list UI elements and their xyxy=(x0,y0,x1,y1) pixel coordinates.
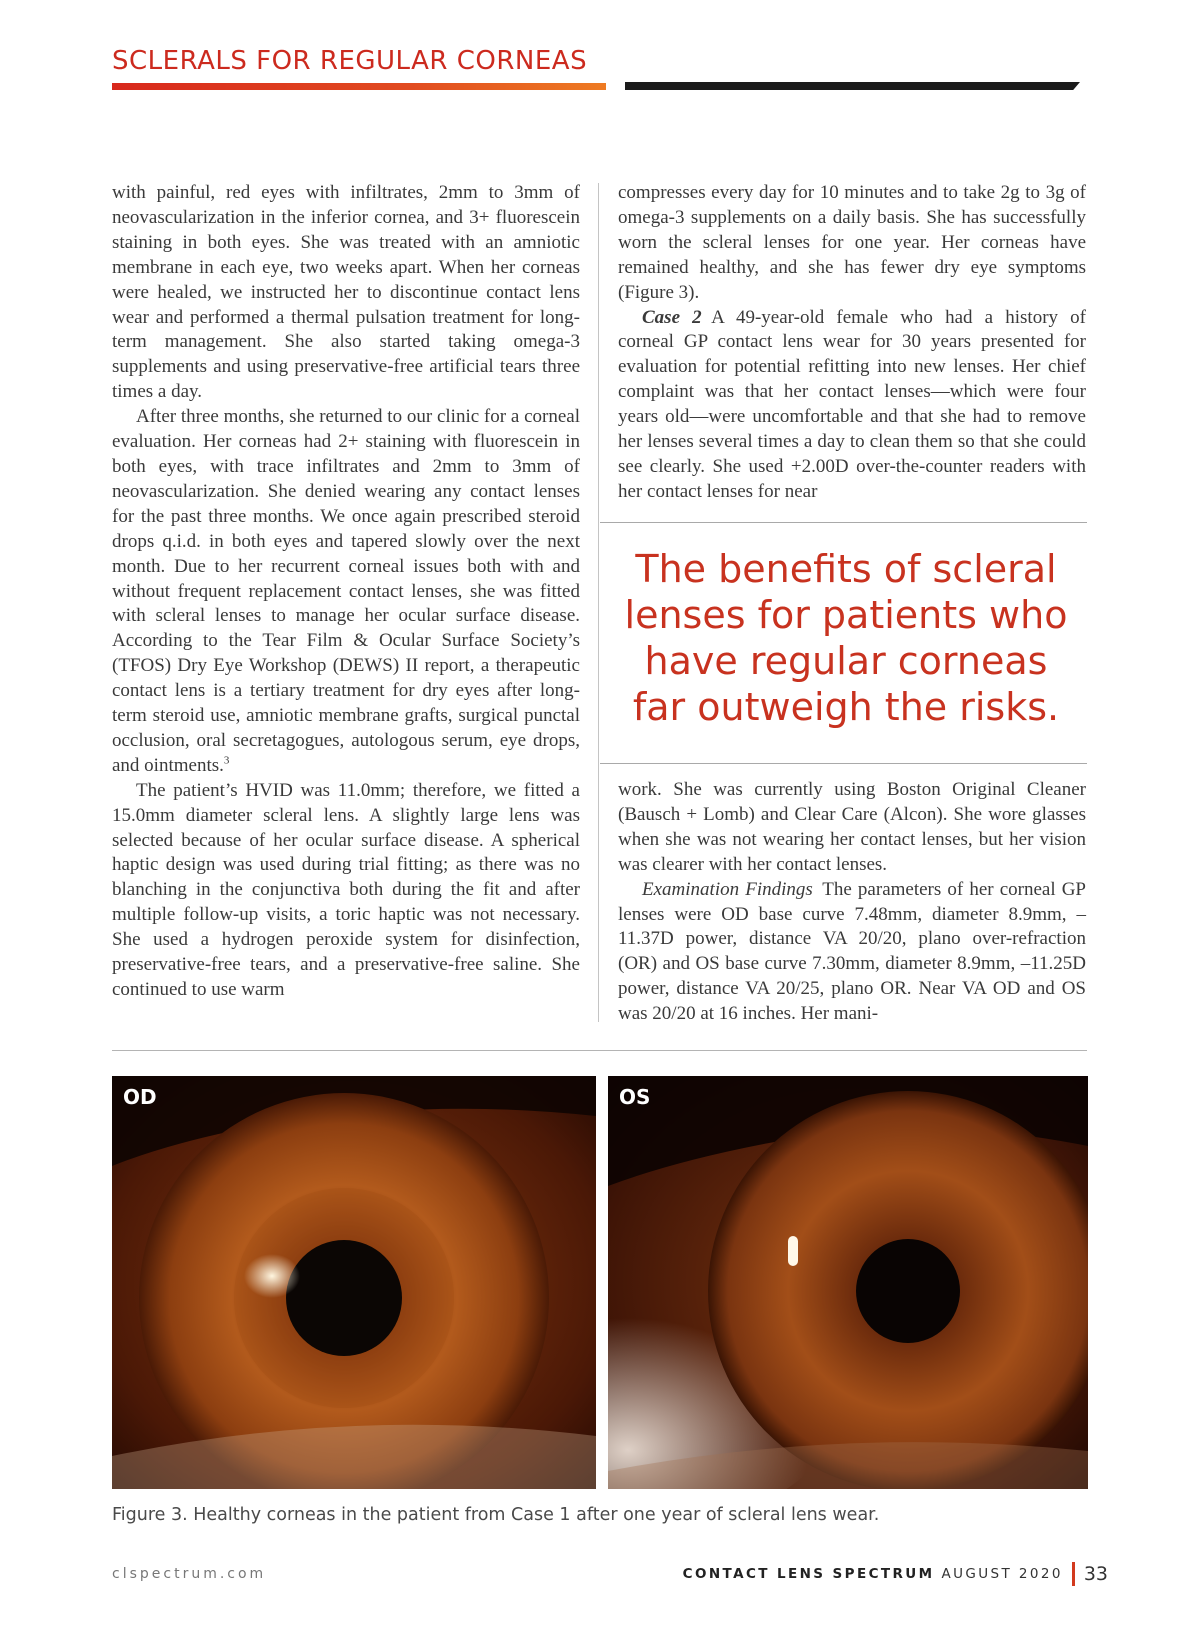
column-divider xyxy=(598,183,599,1022)
page-number: 33 xyxy=(1083,1563,1108,1585)
section-title: SCLERALS FOR REGULAR CORNEAS xyxy=(112,46,588,76)
figure-caption: Figure 3. Healthy corneas in the patient from Case 1 after one year of scleral lens wear. xyxy=(112,1505,880,1525)
eye-photo-os xyxy=(608,1076,1088,1489)
paragraph xyxy=(112,405,580,779)
paragraph: work. She was currently using Boston Original Cleaner (Bausch + Lomb) and Clear Care (Alcon). She wore glasses when she was not wearing her contact lenses, but her vision was clearer with her contact lenses. xyxy=(618,779,1086,875)
paragraph-text: The parameters of her corneal GP lenses were OD base curve 7.48mm, diameter 8.9mm, –11.37D power, distance VA 20/20, plano over-refraction (OR) and OS base curve 7.30mm, diameter 8.9mm, –11.25D power, distance VA 20/25, plano OR. Near VA OD and OS was 20/20 at 16 inches. Her mani- xyxy=(618,878,1086,1025)
case-heading: Case 2 xyxy=(642,306,702,328)
article-column-right-bottom xyxy=(618,778,1086,1027)
eye-illustration-os xyxy=(608,1076,1088,1489)
paragraph-text: After three months, she returned to our clinic for a corneal evaluation. Her corneas had 2+ staining with fluorescein in both eyes, with trace infiltrates and 2mm to 3mm of neovascularization. She denied wearing any contact lenses for the past three months. We once again prescribed steroid drops q.i.d. in both eyes and tapered slowly over the next month. Due to her recurrent corneal issues both with and without frequent replacement contact lenses, she was fitted with scleral lenses to manage her ocular surface disease. According to the Tear Film & Ocular Surface Society’s (TFOS) Dry Eye Workshop (DEWS) II report, a therapeutic contact lens is a tertiary treatment for dry eyes after long-term steroid use, amniotic membrane grafts, surgical punctal occlusion, oral secretagogues, autologous serum, eye drops, and ointments. xyxy=(112,406,580,776)
footer-website: clspectrum.com xyxy=(112,1566,267,1582)
photo-label-os: OS xyxy=(619,1085,651,1109)
section-rule-accent xyxy=(112,83,606,90)
article-column-right-top xyxy=(618,181,1086,505)
pull-quote-rule-top xyxy=(600,522,1087,523)
article-column-left xyxy=(112,181,580,1003)
pull-quote-rule-bottom xyxy=(600,763,1087,764)
paragraph-text: A 49-year-old female who had a history of corneal GP contact lens wear for 30 years presented for evaluation for potential refitting into new lenses. Her chief complaint was that her contact lenses—which were four years old—were uncomfortable and that she had to remove her lenses several times a day to clean them so that she could see clearly. She used +2.00D over-the-counter readers with her contact lenses for near xyxy=(618,306,1087,502)
pull-quote: The benefits of scleral lenses for patients who have regular corneas far outweigh the risks. xyxy=(624,547,1068,729)
paragraph: The patient’s HVID was 11.0mm; therefore, we fitted a 15.0mm diameter scleral lens. A slightly large lens was selected because of her ocular surface disease. A spherical haptic design was used during trial fitting; as there was no blanching in the conjunctiva both during the fit and after multiple follow-up visits, a toric haptic was not necessary. She used a hydrogen peroxide system for disinfection, preservative-free tears, and a preservative-free saline. She continued to use warm xyxy=(112,779,580,1000)
eye-illustration-od xyxy=(112,1076,596,1489)
figure-rule xyxy=(112,1050,1087,1051)
footer-folio xyxy=(683,1562,1108,1586)
eye-photo-od xyxy=(112,1076,596,1489)
reference-marker: 3 xyxy=(223,754,230,767)
paragraph: with painful, red eyes with infiltrates, 2mm to 3mm of neovascularization in the inferior cornea, and 3+ fluorescein staining in both eyes. She was treated with an amniotic membrane in each eye, two weeks apart. When her corneas were healed, we instructed her to discontinue contact lens wear and performed a thermal pulsation treatment for long-term management. She also started taking omega-3 supplements and using preservative-free artificial tears three times a day. xyxy=(112,182,580,403)
footer-issue-date: AUGUST 2020 xyxy=(941,1566,1063,1582)
footer-divider xyxy=(1072,1562,1075,1586)
paragraph xyxy=(618,878,1086,1027)
paragraph xyxy=(618,306,1086,505)
paragraph: compresses every day for 10 minutes and to take 2g to 3g of omega-3 supplements on a daily basis. She has successfully worn the scleral lenses for one year. Her corneas have remained healthy, and she has fewer dry eye symptoms (Figure 3). xyxy=(618,182,1086,303)
footer-publication: CONTACT LENS SPECTRUM xyxy=(682,1566,935,1582)
photo-label-od: OD xyxy=(123,1085,157,1109)
section-rule-dark xyxy=(625,82,1080,90)
subsection-heading: Examination Findings xyxy=(642,878,813,900)
